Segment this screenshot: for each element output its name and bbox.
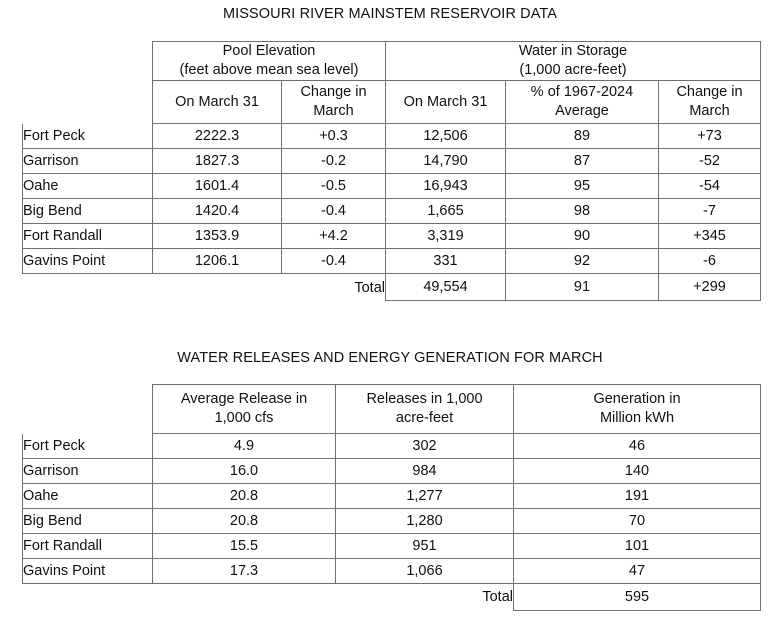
cell-generation: 140 — [514, 459, 761, 484]
row-label: Garrison — [23, 149, 153, 174]
column-header-row — [23, 81, 761, 124]
column-header-pool-on-march-31-line1: On March 31 — [175, 93, 259, 110]
cell-percent-average: 95 — [506, 174, 659, 199]
total-row — [23, 584, 761, 611]
column-header-average-release — [153, 385, 336, 434]
row-label: Fort Randall — [23, 534, 153, 559]
cell-pool-change: -0.5 — [282, 174, 386, 199]
cell-storage: 1,665 — [386, 199, 506, 224]
cell-pool-elevation: 1827.3 — [153, 149, 282, 174]
column-header-average-release-line1: Average Release in — [180, 390, 308, 407]
total-storage: 49,554 — [386, 274, 506, 301]
table-row — [23, 199, 761, 224]
cell-releases: 984 — [336, 459, 514, 484]
cell-generation: 47 — [514, 559, 761, 584]
row-label: Gavins Point — [23, 559, 153, 584]
cell-releases: 302 — [336, 434, 514, 459]
column-header-percent-average-line1: % of 1967-2024 — [530, 84, 634, 101]
table-row — [23, 434, 761, 459]
cell-releases: 1,066 — [336, 559, 514, 584]
corner-spacer — [23, 385, 153, 434]
column-header-pool-change-in-march — [282, 81, 386, 124]
table-row — [23, 149, 761, 174]
column-header-storage-on-march-31-line1: On March 31 — [403, 93, 488, 110]
group-header-pool-elevation-line2: (feet above mean sea level) — [179, 62, 359, 79]
cell-storage-change: -52 — [659, 149, 761, 174]
column-header-generation — [514, 385, 761, 434]
total-row — [23, 274, 761, 301]
reservoir-table-title: MISSOURI RIVER MAINSTEM RESERVOIR DATA — [222, 6, 558, 22]
cell-pool-change: -0.2 — [282, 149, 386, 174]
cell-average-release: 15.5 — [153, 534, 336, 559]
cell-generation: 70 — [514, 509, 761, 534]
total-label: Total — [482, 589, 513, 606]
cell-pool-elevation: 2222.3 — [153, 124, 282, 149]
table-row — [23, 559, 761, 584]
row-label: Fort Peck — [23, 124, 153, 149]
table-row — [23, 174, 761, 199]
cell-pool-change: -0.4 — [282, 249, 386, 274]
table-row — [23, 459, 761, 484]
column-header-pool-change-in-march-line2: March — [313, 103, 354, 120]
total-percent-average: 91 — [506, 274, 659, 301]
cell-pool-change: -0.4 — [282, 199, 386, 224]
row-label: Big Bend — [23, 509, 153, 534]
group-header-row — [23, 42, 761, 81]
row-label: Fort Randall — [23, 224, 153, 249]
group-header-pool-elevation-line1: Pool Elevation — [222, 43, 316, 59]
column-header-generation-line1: Generation in — [593, 390, 681, 407]
cell-releases: 1,277 — [336, 484, 514, 509]
cell-pool-elevation: 1420.4 — [153, 199, 282, 224]
row-label: Oahe — [23, 174, 153, 199]
table-row — [23, 509, 761, 534]
table-row — [23, 224, 761, 249]
total-storage-change: +299 — [659, 274, 761, 301]
group-header-water-in-storage — [386, 42, 761, 81]
cell-storage-change: +345 — [659, 224, 761, 249]
column-header-pool-on-march-31 — [153, 81, 282, 124]
cell-pool-elevation: 1601.4 — [153, 174, 282, 199]
cell-percent-average: 98 — [506, 199, 659, 224]
corner-spacer-2 — [23, 81, 153, 124]
cell-releases: 951 — [336, 534, 514, 559]
cell-releases: 1,280 — [336, 509, 514, 534]
table-row — [23, 484, 761, 509]
cell-storage: 16,943 — [386, 174, 506, 199]
column-header-storage-on-march-31 — [386, 81, 506, 124]
cell-average-release: 17.3 — [153, 559, 336, 584]
row-label: Big Bend — [23, 199, 153, 224]
column-header-storage-change-in-march-line2: March — [689, 103, 730, 120]
releases-table-title: WATER RELEASES AND ENERGY GENERATION FOR MARCH — [177, 350, 603, 366]
cell-percent-average: 92 — [506, 249, 659, 274]
column-header-row — [23, 385, 761, 434]
cell-storage-change: -54 — [659, 174, 761, 199]
column-header-percent-average-line2: Average — [555, 103, 609, 120]
row-label: Gavins Point — [23, 249, 153, 274]
cell-average-release: 16.0 — [153, 459, 336, 484]
column-header-storage-change-in-march — [659, 81, 761, 124]
column-header-average-release-line2: 1,000 cfs — [214, 410, 274, 426]
corner-spacer — [23, 42, 153, 81]
cell-storage: 14,790 — [386, 149, 506, 174]
table-row — [23, 249, 761, 274]
cell-storage-change: +73 — [659, 124, 761, 149]
row-label: Garrison — [23, 459, 153, 484]
column-header-storage-change-in-march-line1: Change in — [676, 84, 743, 101]
column-header-releases-acre-feet-line1: Releases in 1,000 — [366, 390, 483, 407]
cell-pool-elevation: 1206.1 — [153, 249, 282, 274]
cell-pool-change: +0.3 — [282, 124, 386, 149]
table-row — [23, 534, 761, 559]
cell-storage: 12,506 — [386, 124, 506, 149]
cell-pool-change: +4.2 — [282, 224, 386, 249]
cell-storage: 3,319 — [386, 224, 506, 249]
total-generation: 595 — [514, 584, 761, 611]
row-label: Fort Peck — [23, 434, 153, 459]
cell-percent-average: 87 — [506, 149, 659, 174]
column-header-pool-change-in-march-line1: Change in — [300, 84, 367, 101]
cell-percent-average: 90 — [506, 224, 659, 249]
table-row — [23, 124, 761, 149]
cell-pool-elevation: 1353.9 — [153, 224, 282, 249]
column-header-releases-acre-feet-line2: acre-feet — [395, 410, 454, 426]
group-header-pool-elevation — [153, 42, 386, 81]
cell-percent-average: 89 — [506, 124, 659, 149]
cell-average-release: 20.8 — [153, 484, 336, 509]
column-header-releases-acre-feet — [336, 385, 514, 434]
column-header-generation-line2: Million kWh — [599, 410, 675, 426]
cell-storage-change: -7 — [659, 199, 761, 224]
releases-data-table — [22, 384, 761, 611]
cell-storage-change: -6 — [659, 249, 761, 274]
cell-average-release: 20.8 — [153, 509, 336, 534]
cell-average-release: 4.9 — [153, 434, 336, 459]
group-header-water-in-storage-line2: (1,000 acre-feet) — [519, 62, 627, 79]
row-label: Oahe — [23, 484, 153, 509]
reservoir-data-table — [22, 41, 761, 301]
cell-generation: 191 — [514, 484, 761, 509]
cell-generation: 46 — [514, 434, 761, 459]
group-header-water-in-storage-line1: Water in Storage — [518, 43, 628, 59]
cell-generation: 101 — [514, 534, 761, 559]
total-label: Total — [354, 279, 385, 296]
cell-storage: 331 — [386, 249, 506, 274]
column-header-percent-average — [506, 81, 659, 124]
